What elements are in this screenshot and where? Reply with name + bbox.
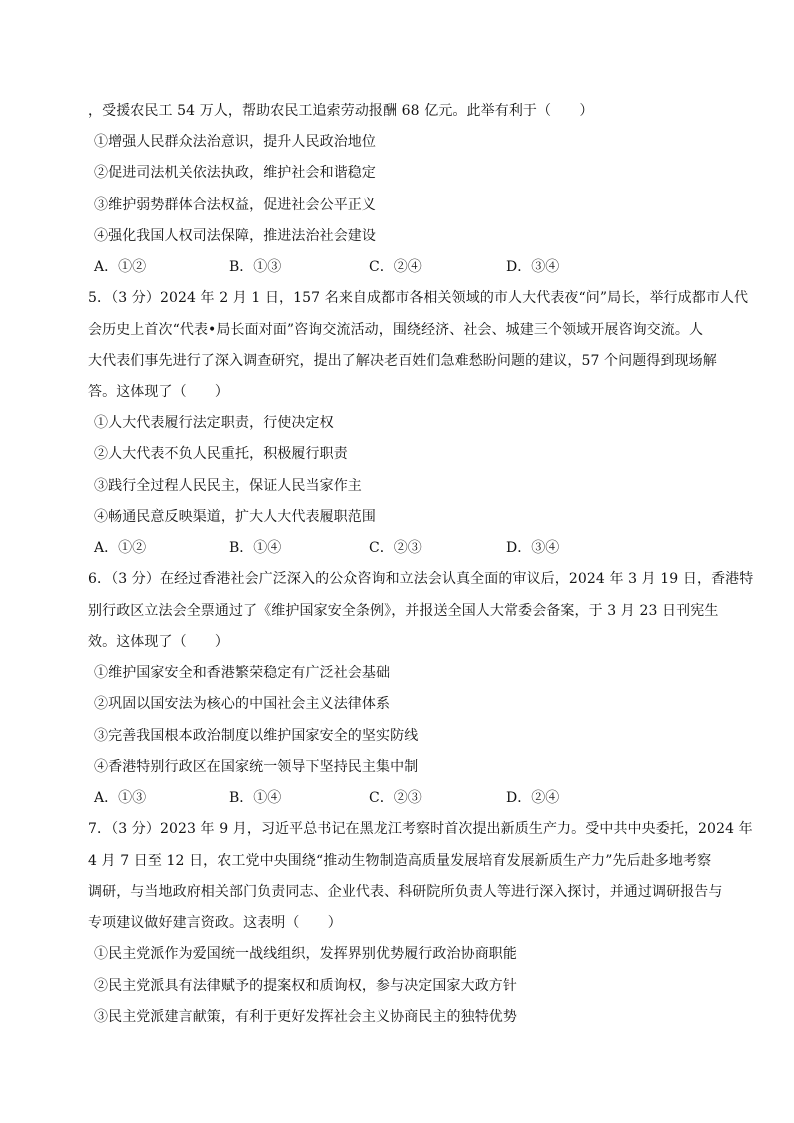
q4-option-a: A．①② <box>94 259 147 275</box>
q5-option-a: A．①② <box>94 540 147 556</box>
q4-item-2: ②促进司法机关依法执政，维护社会和谐稳定 <box>94 165 376 181</box>
q5-stem-line-4: 答。这体现了（ ） <box>88 384 229 400</box>
q6-options <box>94 788 694 808</box>
q4-option-d: D．③④ <box>506 259 560 275</box>
q5-item-2: ②人大代表不负人民重托，积极履行职责 <box>94 446 348 462</box>
q4-option-b: B．①③ <box>229 259 282 275</box>
q5-item-4: ④畅通民意反映渠道，扩大人大代表履职范围 <box>94 509 376 525</box>
q7-stem-line-2: 4 月 7 日至 12 日，农工党中央围绕“推动生物制造高质量发展培育发展新质生产力”先后赴多地考察 <box>88 853 712 869</box>
q7-item-2: ②民主党派具有法律赋予的提案权和质询权，参与决定国家大政方针 <box>94 978 517 994</box>
q4-stem-tail: ，受援农民工 54 万人，帮助农民工追索劳动报酬 68 亿元。此举有利于（ ） <box>88 103 594 119</box>
q7-stem-line-3: 调研，与当地政府相关部门负责同志、企业代表、科研院所负责人等进行深入探讨，并通过调研报告与 <box>88 884 723 900</box>
q6-stem-line-3: 效。这体现了（ ） <box>88 634 229 650</box>
q5-option-c: C．②③ <box>369 540 422 556</box>
q5-option-b: B．①④ <box>229 540 282 556</box>
q6-item-3: ③完善我国根本政治制度以维护国家安全的坚实防线 <box>94 728 419 744</box>
q4-item-4: ④强化我国人权司法保障，推进法治社会建设 <box>94 228 376 244</box>
q5-options <box>94 538 694 558</box>
q5-item-3: ③践行全过程人民民主，保证人民当家作主 <box>94 478 362 494</box>
q4-options <box>94 257 694 277</box>
q7-item-1: ①民主党派作为爱国统一战线组织，发挥界别优势履行政治协商职能 <box>94 946 517 962</box>
q6-stem-line-1: 6．（3 分）在经过香港社会广泛深入的公众咨询和立法会认真全面的审议后，2024 年 3 月 19 日，香港特 <box>88 571 754 587</box>
q4-item-3: ③维护弱势群体合法权益，促进社会公平正义 <box>94 197 376 213</box>
q5-stem-line-1: 5．（3 分）2024 年 2 月 1 日，157 名来自成都市各相关领域的市人大代表夜“问”局长，举行成都市人代 <box>88 290 749 306</box>
q6-option-b: B．①④ <box>229 790 282 806</box>
q6-item-2: ②巩固以国安法为核心的中国社会主义法律体系 <box>94 696 391 712</box>
q6-item-1: ①维护国家安全和香港繁荣稳定有广泛社会基础 <box>94 665 391 681</box>
q5-item-1: ①人大代表履行法定职责，行使决定权 <box>94 415 334 431</box>
q4-option-c: C．②④ <box>369 259 422 275</box>
q7-stem-line-4: 专项建议做好建言资政。这表明（ ） <box>88 915 342 931</box>
q6-item-4: ④香港特别行政区在国家统一领导下坚持民主集中制 <box>94 759 419 775</box>
q6-option-d: D．②④ <box>506 790 560 806</box>
q6-option-a: A．①③ <box>94 790 147 806</box>
q7-stem-line-1: 7．（3 分）2023 年 9 月，习近平总书记在黑龙江考察时首次提出新质生产力。受中共中央委托，2024 年 <box>88 821 753 837</box>
q5-option-d: D．③④ <box>506 540 560 556</box>
q5-stem-line-3: 大代表们事先进行了深入调查研究，提出了解决老百姓们急难愁盼问题的建议，57 个问题得到现场解 <box>88 353 717 369</box>
q6-stem-line-2: 别行政区立法会全票通过了《维护国家安全条例》，并报送全国人大常委会备案，于 3 月 23 日刊宪生 <box>88 603 719 619</box>
q6-option-c: C．②③ <box>369 790 422 806</box>
q7-item-3: ③民主党派建言献策，有利于更好发挥社会主义协商民主的独特优势 <box>94 1009 517 1025</box>
q4-item-1: ①增强人民群众法治意识，提升人民政治地位 <box>94 134 376 150</box>
q5-stem-line-2: 会历史上首次“代表•局长面对面”咨询交流活动，围绕经济、社会、城建三个领域开展咨询交流。人 <box>88 322 704 338</box>
